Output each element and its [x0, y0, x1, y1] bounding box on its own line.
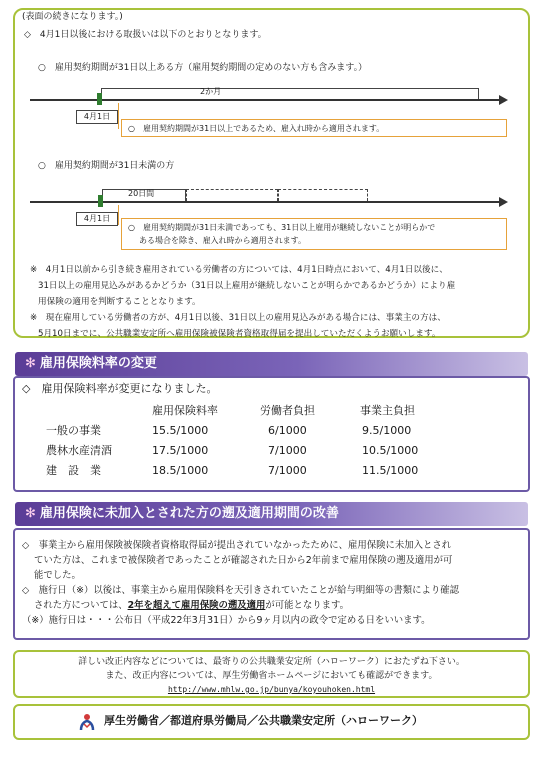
header-worker: 労働者負担	[260, 404, 315, 417]
star-icon: ✻	[25, 506, 36, 521]
banner-premium-rate-title: 雇用保険料率の変更	[39, 356, 157, 371]
note-1-line1: ※ 4月1日以前から引き続き雇用されている労働者の方については、4月1日時点において、4月1日以後に、	[30, 265, 448, 275]
footer-org: 厚生労働省／都道府県労働局／公共職業安定所（ハローワーク）	[104, 714, 423, 727]
row-3-label: 建 設 業	[46, 464, 101, 477]
timeline-1-span-bracket	[101, 88, 479, 99]
row-3-worker: 7/1000	[268, 464, 307, 477]
s3-p1-line2: ていた方は、これまで被保険者であったことが確認された日から2年前まで雇用保険の遡及適用が可	[34, 555, 453, 566]
s3-p1-line3: 能でした。	[34, 570, 81, 581]
note-1-line3: 用保険の適用を判断することとなります。	[38, 297, 201, 307]
case2-title: ○ 雇用契約期間が31日未満の方	[38, 161, 175, 171]
note-1	[30, 262, 455, 310]
banner-retroactive-title: 雇用保険に未加入とされた方の遡及適用期間の改善	[39, 506, 339, 521]
row-2-worker: 7/1000	[268, 444, 307, 457]
info-line1: 詳しい改正内容などについては、最寄りの公共職業安定所（ハローワーク）におたずね下さい。	[78, 657, 465, 667]
s3-p2-line1: ◇ 施行日（※）以後は、事業主から雇用保険料を天引きされていたことが給与明細等の書類により確認	[22, 585, 459, 596]
header-employer: 事業主負担	[360, 404, 415, 417]
s3-p2-line2	[22, 598, 459, 613]
case1-callout: ○ 雇用契約期間が31日以上であるため、雇入れ時から適用されます。	[121, 119, 507, 137]
timeline-1-marker	[97, 93, 102, 105]
callout-2-pointer	[118, 205, 119, 225]
row-1-label: 一般の事業	[46, 424, 101, 437]
s3-p1-line1: ◇ 事業主から雇用保険被保険者資格取得届が提出されていなかったために、雇用保険に未加入とされ	[22, 540, 452, 551]
row-3-rate: 18.5/1000	[152, 464, 209, 477]
s3-paragraphs	[22, 538, 459, 628]
row-2-label: 農林水産清酒	[46, 444, 112, 457]
timeline-1-date: 4月1日	[76, 110, 118, 124]
row-1-worker: 6/1000	[268, 424, 307, 437]
callout-1-pointer	[118, 103, 119, 129]
note-1-line2: 31日以上の雇用見込みがあるかどうか（31日以上雇用が継続しないことが明らかであるかどうか）により雇	[38, 281, 456, 291]
star-icon: ✻	[25, 356, 36, 371]
note-2	[30, 310, 446, 342]
timeline-2-marker	[98, 195, 103, 207]
timeline-2-arrow	[499, 197, 508, 207]
banner-retroactive-period	[15, 502, 528, 526]
note-2-line1: ※ 現在雇用している労働者の方が、4月1日以後、31日以上の雇用見込みがある場合には、事業主の方は、	[30, 313, 446, 323]
timeline-2-date: 4月1日	[76, 212, 118, 226]
row-2-employer: 10.5/1000	[362, 444, 419, 457]
case2-callout-line2: ある場合を除き、雇入れ時から適用されます。	[139, 236, 307, 245]
timeline-2-span-label: 20日間	[128, 189, 155, 198]
s2-intro: ◇ 雇用保険料率が変更になりました。	[22, 382, 218, 395]
row-3-employer: 11.5/1000	[362, 464, 419, 477]
s3-p3: （※）施行日は・・・公布日（平成22年3月31日）から9ヶ月以内の政令で定める日をいいます。	[22, 615, 431, 626]
row-2-rate: 17.5/1000	[152, 444, 209, 457]
info-line2: また、改正内容については、厚生労働省ホームページにおいても確認ができます。	[105, 671, 438, 681]
s3-p2-line2-a: された方については、	[34, 600, 128, 611]
row-1-rate: 15.5/1000	[152, 424, 209, 437]
header-rate: 雇用保険料率	[152, 404, 218, 417]
timeline-2-dashed-1	[186, 189, 278, 201]
timeline-2-dashed-2	[278, 189, 368, 201]
case2-callout	[121, 218, 507, 250]
info-url-link[interactable]: http://www.mhlw.go.jp/bunya/koyouhoken.html	[167, 685, 376, 694]
continued-note: (表面の続きになります。)	[22, 12, 123, 22]
case1-title: ○ 雇用契約期間が31日以上ある方（雇用契約期間の定めのない方も含みます。）	[38, 63, 368, 73]
timeline-1-arrow	[499, 95, 508, 105]
banner-premium-rate-change	[15, 352, 528, 376]
s1-intro: ◇ 4月1日以後における取扱いは以下のとおりとなります。	[24, 30, 267, 40]
case2-callout-line1: ○ 雇用契約期間が31日未満であっても、31日以上雇用が継続しないことが明らかで	[128, 223, 436, 232]
timeline-1-span-label: 2か月	[200, 87, 222, 96]
ministry-logo-icon	[78, 712, 96, 732]
s3-p2-highlight: 2年を超えて雇用保険の遡及適用	[127, 600, 266, 611]
note-2-line2: 5月10日までに、公共職業安定所へ雇用保険被保険者資格取得届を提出していただくようお願いします。	[38, 329, 441, 339]
info-text	[14, 655, 529, 697]
s3-p2-line2-c: が可能となります。	[265, 600, 349, 611]
row-1-employer: 9.5/1000	[362, 424, 412, 437]
